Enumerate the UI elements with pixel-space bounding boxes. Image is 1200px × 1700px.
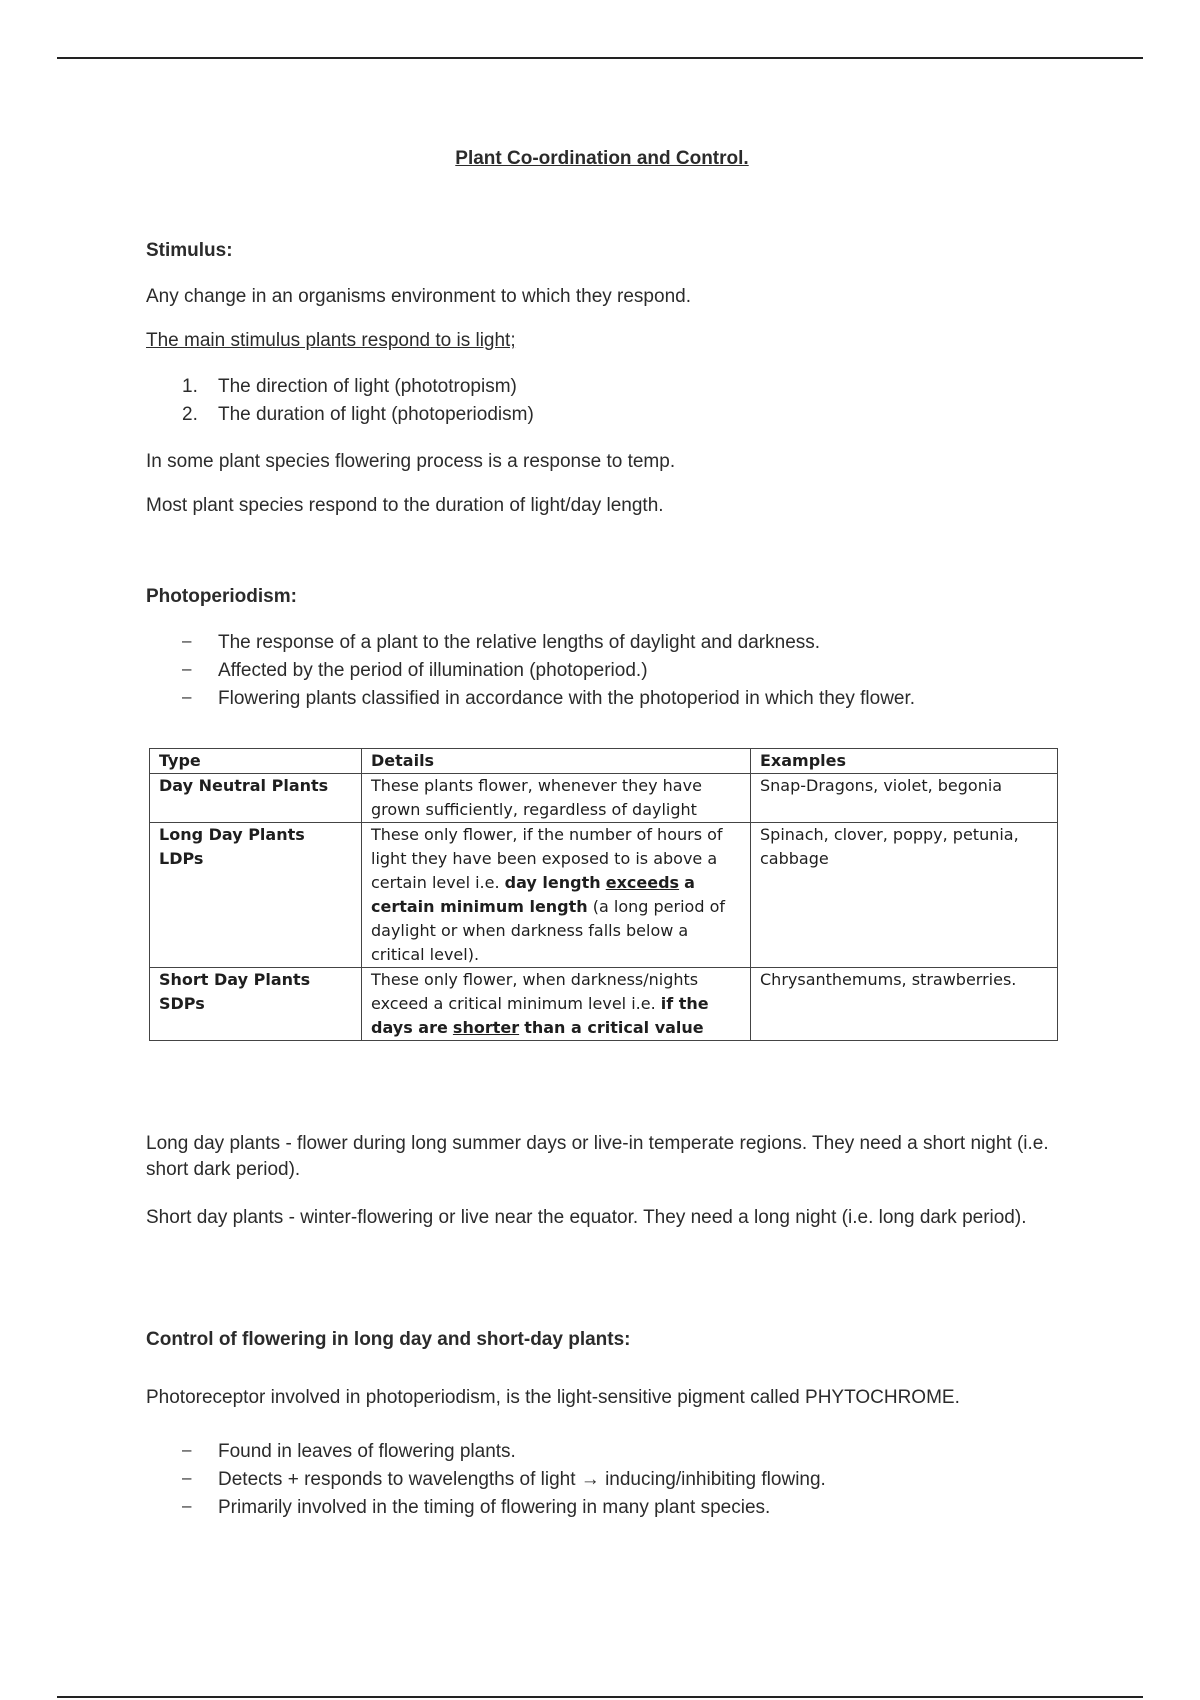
list-item: [182, 630, 915, 658]
short-day-paragraph: Short day plants - winter-flowering or live near the equator. They need a long night (i.e. long dark period).: [146, 1207, 1027, 1228]
stimulus-heading: Stimulus:: [146, 240, 233, 261]
page-title: Plant Co-ordination and Control.: [455, 148, 749, 169]
details-cell: [362, 968, 751, 1041]
examples-cell: Chrysanthemums, strawberries.: [751, 968, 1058, 1041]
list-item: [182, 1467, 826, 1495]
table-row: [150, 968, 1058, 1041]
type-cell: [150, 968, 362, 1041]
dash-bullet-icon: –: [182, 687, 192, 706]
phytochrome-intro: Photoreceptor involved in photoperiodism, is the light-sensitive pigment called PHYTOCHROME.: [146, 1387, 960, 1408]
top-rule: [57, 57, 1143, 59]
type-name: Short Day Plants: [159, 970, 311, 989]
details-cell: [362, 823, 751, 968]
details-emphasis: a certain minimum length: [371, 873, 695, 916]
list-item-text: Found in leaves of flowering plants.: [218, 1441, 516, 1462]
dash-bullet-icon: –: [182, 1496, 192, 1515]
examples-cell: Spinach, clover, poppy, petunia, cabbage: [751, 823, 1058, 968]
list-item: [182, 686, 915, 714]
header-details: Details: [362, 749, 751, 774]
type-name: Day Neutral Plants: [159, 776, 329, 795]
list-item: [182, 1495, 826, 1523]
details-emphasis: than a critical value: [524, 1018, 704, 1037]
details-cell: These plants flower, whenever they have grown sufficiently, regardless of daylight: [362, 774, 751, 823]
bottom-rule: [57, 1696, 1143, 1698]
details-text: These only flower, if the number of hours of light they have been exposed to is above a certain level i.e.: [371, 825, 723, 892]
list-item-text: The duration of light (photoperiodism): [218, 404, 534, 425]
dash-bullet-icon: –: [182, 631, 192, 650]
details-emphasis: if the days are: [371, 994, 709, 1037]
details-emphasis: day length: [504, 873, 601, 892]
details-text: (a long period of daylight or when darkness falls below a critical level).: [371, 897, 725, 964]
control-heading: Control of flowering in long day and short-day plants:: [146, 1329, 631, 1350]
list-item-text: Flowering plants classified in accordance with the photoperiod in which they flower.: [218, 688, 916, 709]
list-item: [182, 402, 534, 430]
list-item-text: The direction of light (phototropism): [218, 376, 517, 397]
stimulus-list: [182, 374, 534, 430]
details-text: These only flower, when darkness/nights exceed a critical minimum level i.e.: [371, 970, 699, 1013]
type-abbreviation: SDPs: [159, 994, 205, 1013]
dash-bullet-icon: –: [182, 1468, 192, 1487]
table-header-row: [150, 749, 1058, 774]
control-bullets: [182, 1439, 826, 1523]
list-item-text: Primarily involved in the timing of flowering in many plant species.: [218, 1497, 771, 1518]
type-cell: [150, 823, 362, 968]
type-name: Long Day Plants: [159, 825, 305, 844]
long-day-paragraph: Long day plants - flower during long summer days or live-in temperate regions. They need a short night (i.e. short dark period).: [146, 1133, 1049, 1180]
list-item: [182, 1439, 826, 1467]
header-type: Type: [150, 749, 362, 774]
table-row: [150, 823, 1058, 968]
list-item-text: The response of a plant to the relative lengths of daylight and darkness.: [218, 632, 821, 653]
type-abbreviation: LDPs: [159, 849, 204, 868]
day-length-paragraph: Most plant species respond to the duration of light/day length.: [146, 495, 664, 516]
header-examples: Examples: [751, 749, 1058, 774]
list-number: 1.: [182, 376, 198, 397]
type-cell: [150, 774, 362, 823]
list-item: [182, 374, 534, 402]
details-emphasis-underlined: exceeds: [605, 873, 680, 892]
list-item-text: Detects + responds to wavelengths of light → inducing/inhibiting flowing.: [218, 1469, 826, 1490]
plant-types-table: [149, 748, 1058, 1041]
list-item: [182, 658, 915, 686]
main-stimulus-statement: The main stimulus plants respond to is light;: [146, 330, 516, 351]
list-number: 2.: [182, 404, 198, 425]
dash-bullet-icon: –: [182, 659, 192, 678]
details-emphasis-underlined: shorter: [452, 1018, 520, 1037]
photoperiodism-heading: Photoperiodism:: [146, 586, 297, 607]
stimulus-definition: Any change in an organisms environment to which they respond.: [146, 286, 691, 307]
photoperiodism-bullets: [182, 630, 915, 714]
examples-cell: Snap-Dragons, violet, begonia: [751, 774, 1058, 823]
table-row: [150, 774, 1058, 823]
dash-bullet-icon: –: [182, 1440, 192, 1459]
list-item-text: Affected by the period of illumination (photoperiod.): [218, 660, 648, 681]
temp-paragraph: In some plant species flowering process is a response to temp.: [146, 451, 676, 472]
